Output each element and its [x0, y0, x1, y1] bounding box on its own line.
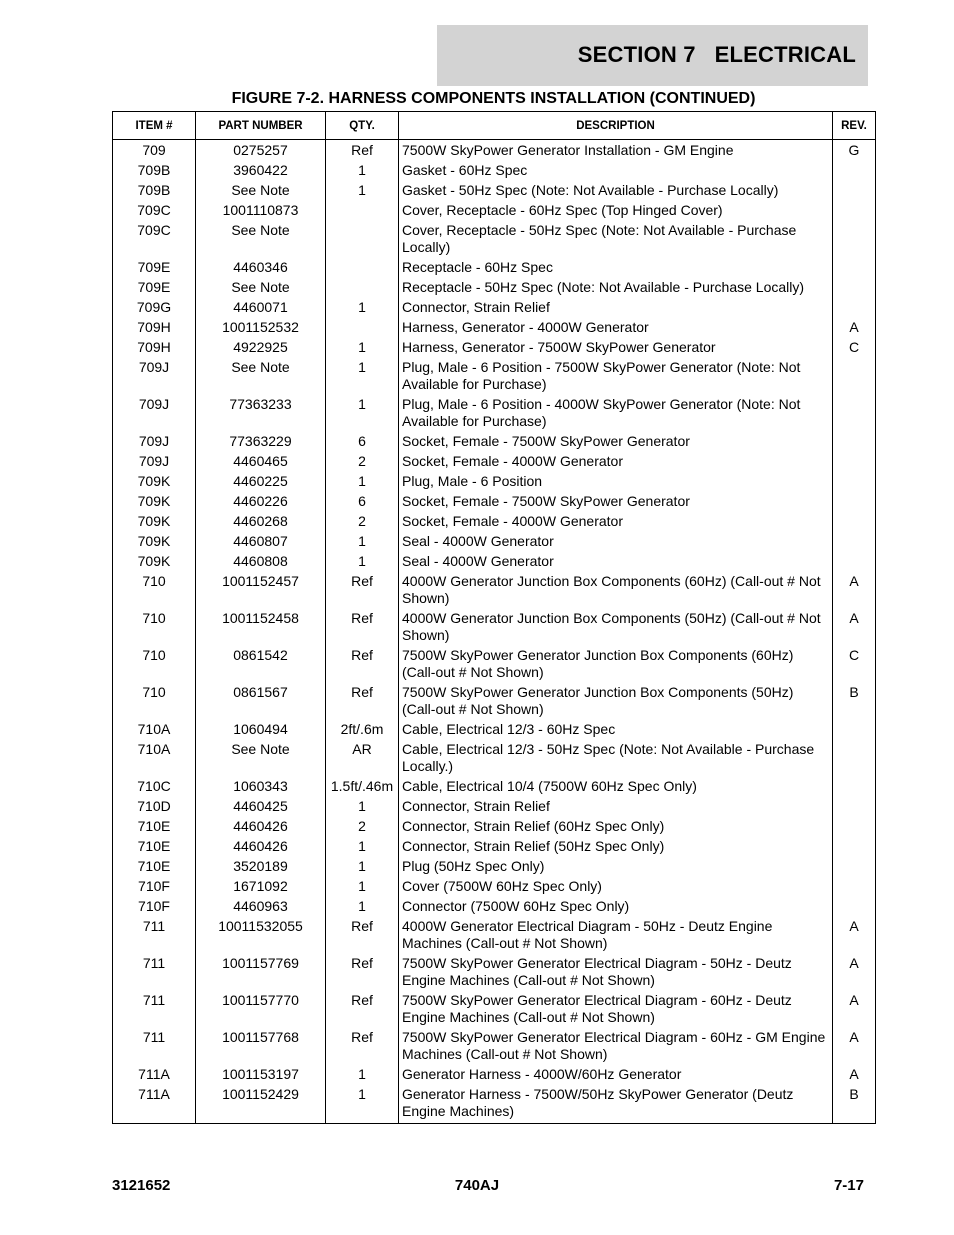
qty-cell: Ref [326, 571, 399, 608]
footer-page-number: 7-17 [833, 1177, 864, 1194]
part-number-cell: See Note [196, 220, 326, 257]
rev-cell [833, 160, 876, 180]
item-cell: 709J [113, 394, 196, 431]
qty-cell: Ref [326, 682, 399, 719]
table-row [113, 796, 876, 816]
qty-cell: 1 [326, 1084, 399, 1124]
table-row [113, 836, 876, 856]
description-cell: Receptacle - 50Hz Spec (Note: Not Available - Purchase Locally) [399, 277, 833, 297]
part-number-cell: 1001157768 [196, 1027, 326, 1064]
table-row [113, 1084, 876, 1124]
item-cell: 710 [113, 608, 196, 645]
table-row [113, 816, 876, 836]
column-header-part-number: PART NUMBER [196, 112, 326, 140]
description-cell: Cover, Receptacle - 60Hz Spec (Top Hinged Cover) [399, 200, 833, 220]
figure-title: FIGURE 7-2. HARNESS COMPONENTS INSTALLATION (CONTINUED) [231, 90, 756, 107]
description-cell: 7500W SkyPower Generator Electrical Diagram - 50Hz - Deutz Engine Machines (Call-out # Not Shown) [399, 953, 833, 990]
qty-cell: 1 [326, 836, 399, 856]
rev-cell [833, 491, 876, 511]
table-row [113, 990, 876, 1027]
qty-cell: 1 [326, 531, 399, 551]
description-cell: Gasket - 50Hz Spec (Note: Not Available - Purchase Locally) [399, 180, 833, 200]
description-cell: Connector, Strain Relief [399, 796, 833, 816]
part-number-cell: See Note [196, 180, 326, 200]
rev-cell [833, 471, 876, 491]
table-row [113, 180, 876, 200]
table-row [113, 682, 876, 719]
part-number-cell: See Note [196, 739, 326, 776]
rev-cell [833, 257, 876, 277]
item-cell: 709H [113, 317, 196, 337]
table-row [113, 297, 876, 317]
part-number-cell: See Note [196, 277, 326, 297]
description-cell: Cable, Electrical 12/3 - 60Hz Spec [399, 719, 833, 739]
qty-cell: 1.5ft/.46m [326, 776, 399, 796]
table-header-row [113, 112, 876, 140]
qty-cell: 6 [326, 491, 399, 511]
part-number-cell: 4460963 [196, 896, 326, 916]
item-cell: 711 [113, 990, 196, 1027]
part-number-cell: 1001110873 [196, 200, 326, 220]
rev-cell: A [833, 1027, 876, 1064]
qty-cell: 1 [326, 896, 399, 916]
description-cell: Connector, Strain Relief (60Hz Spec Only) [399, 816, 833, 836]
part-number-cell: 77363233 [196, 394, 326, 431]
item-cell: 710 [113, 682, 196, 719]
table-row [113, 856, 876, 876]
part-number-cell: 1001153197 [196, 1064, 326, 1084]
qty-cell: 1 [326, 337, 399, 357]
rev-cell [833, 896, 876, 916]
rev-cell [833, 551, 876, 571]
description-cell: 4000W Generator Junction Box Components (60Hz) (Call-out # Not Shown) [399, 571, 833, 608]
item-cell: 710E [113, 836, 196, 856]
part-number-cell: 1001152532 [196, 317, 326, 337]
footer-model: 740AJ [454, 1177, 500, 1194]
rev-cell [833, 511, 876, 531]
qty-cell: Ref [326, 140, 399, 161]
part-number-cell: 1060343 [196, 776, 326, 796]
qty-cell: 1 [326, 551, 399, 571]
description-cell: Connector, Strain Relief [399, 297, 833, 317]
qty-cell [326, 200, 399, 220]
rev-cell: A [833, 1064, 876, 1084]
item-cell: 711 [113, 916, 196, 953]
qty-cell: 1 [326, 180, 399, 200]
item-cell: 711 [113, 953, 196, 990]
table-row [113, 776, 876, 796]
rev-cell [833, 836, 876, 856]
section-header [437, 25, 868, 86]
item-cell: 709B [113, 180, 196, 200]
description-cell: Socket, Female - 7500W SkyPower Generator [399, 491, 833, 511]
item-cell: 709C [113, 220, 196, 257]
description-cell: Cable, Electrical 10/4 (7500W 60Hz Spec Only) [399, 776, 833, 796]
item-cell: 709B [113, 160, 196, 180]
qty-cell: 1 [326, 297, 399, 317]
part-number-cell: 1001152458 [196, 608, 326, 645]
item-cell: 710 [113, 645, 196, 682]
qty-cell: Ref [326, 916, 399, 953]
qty-cell [326, 257, 399, 277]
table-row [113, 200, 876, 220]
description-cell: Receptacle - 60Hz Spec [399, 257, 833, 277]
description-cell: Plug (50Hz Spec Only) [399, 856, 833, 876]
part-number-cell: 1060494 [196, 719, 326, 739]
part-number-cell: 0275257 [196, 140, 326, 161]
description-cell: Connector, Strain Relief (50Hz Spec Only) [399, 836, 833, 856]
table-row [113, 608, 876, 645]
qty-cell: 1 [326, 160, 399, 180]
qty-cell: Ref [326, 645, 399, 682]
description-cell: 7500W SkyPower Generator Electrical Diagram - 60Hz - GM Engine Machines (Call-out # Not Shown) [399, 1027, 833, 1064]
item-cell: 711A [113, 1084, 196, 1124]
item-cell: 709G [113, 297, 196, 317]
description-cell: Socket, Female - 4000W Generator [399, 511, 833, 531]
table-row [113, 511, 876, 531]
qty-cell [326, 220, 399, 257]
part-number-cell: 4460346 [196, 257, 326, 277]
description-cell: Cover, Receptacle - 50Hz Spec (Note: Not Available - Purchase Locally) [399, 220, 833, 257]
rev-cell: G [833, 140, 876, 161]
rev-cell [833, 180, 876, 200]
description-cell: Seal - 4000W Generator [399, 551, 833, 571]
qty-cell: AR [326, 739, 399, 776]
part-number-cell: 3960422 [196, 160, 326, 180]
description-cell: Gasket - 60Hz Spec [399, 160, 833, 180]
item-cell: 709J [113, 357, 196, 394]
item-cell: 710C [113, 776, 196, 796]
description-cell: 7500W SkyPower Generator Installation - GM Engine [399, 140, 833, 161]
qty-cell: Ref [326, 953, 399, 990]
qty-cell: 2ft/.6m [326, 719, 399, 739]
parts-table-body [113, 140, 876, 1124]
rev-cell: A [833, 953, 876, 990]
rev-cell [833, 451, 876, 471]
qty-cell: 1 [326, 1064, 399, 1084]
description-cell: Connector (7500W 60Hz Spec Only) [399, 896, 833, 916]
table-row [113, 394, 876, 431]
item-cell: 709K [113, 531, 196, 551]
rev-cell [833, 816, 876, 836]
description-cell: Generator Harness - 4000W/60Hz Generator [399, 1064, 833, 1084]
rev-cell [833, 431, 876, 451]
rev-cell: A [833, 916, 876, 953]
qty-cell: 6 [326, 431, 399, 451]
part-number-cell: 77363229 [196, 431, 326, 451]
part-number-cell: 1001152457 [196, 571, 326, 608]
rev-cell [833, 394, 876, 431]
part-number-cell: 1001157769 [196, 953, 326, 990]
part-number-cell: 3520189 [196, 856, 326, 876]
rev-cell: A [833, 608, 876, 645]
part-number-cell: 4460426 [196, 836, 326, 856]
table-row [113, 531, 876, 551]
rev-cell: C [833, 645, 876, 682]
item-cell: 709K [113, 551, 196, 571]
item-cell: 709C [113, 200, 196, 220]
rev-cell [833, 531, 876, 551]
item-cell: 711A [113, 1064, 196, 1084]
qty-cell: 1 [326, 876, 399, 896]
description-cell: Cover (7500W 60Hz Spec Only) [399, 876, 833, 896]
part-number-cell: 1001157770 [196, 990, 326, 1027]
item-cell: 709J [113, 431, 196, 451]
description-cell: 7500W SkyPower Generator Junction Box Components (50Hz) (Call-out # Not Shown) [399, 682, 833, 719]
table-row [113, 1064, 876, 1084]
table-row [113, 551, 876, 571]
table-row [113, 1027, 876, 1064]
column-header-description: DESCRIPTION [399, 112, 833, 140]
part-number-cell: 4460426 [196, 816, 326, 836]
rev-cell [833, 739, 876, 776]
table-row [113, 220, 876, 257]
rev-cell [833, 876, 876, 896]
column-header-rev: REV. [833, 112, 876, 140]
rev-cell [833, 277, 876, 297]
part-number-cell: 4460465 [196, 451, 326, 471]
table-row [113, 491, 876, 511]
description-cell: Harness, Generator - 4000W Generator [399, 317, 833, 337]
rev-cell: C [833, 337, 876, 357]
description-cell: Plug, Male - 6 Position - 7500W SkyPower Generator (Note: Not Available for Purchase) [399, 357, 833, 394]
part-number-cell: 4460425 [196, 796, 326, 816]
item-cell: 710E [113, 856, 196, 876]
description-cell: Plug, Male - 6 Position - 4000W SkyPower Generator (Note: Not Available for Purchase) [399, 394, 833, 431]
item-cell: 710D [113, 796, 196, 816]
description-cell: Socket, Female - 7500W SkyPower Generator [399, 431, 833, 451]
qty-cell: 1 [326, 471, 399, 491]
rev-cell [833, 719, 876, 739]
table-row [113, 739, 876, 776]
item-cell: 709J [113, 451, 196, 471]
item-cell: 709 [113, 140, 196, 161]
rev-cell: B [833, 1084, 876, 1124]
rev-cell [833, 220, 876, 257]
qty-cell: 1 [326, 394, 399, 431]
table-row [113, 645, 876, 682]
table-row [113, 953, 876, 990]
part-number-cell: 0861567 [196, 682, 326, 719]
section-title: SECTION 7 ELECTRICAL [577, 42, 856, 67]
item-cell: 709E [113, 257, 196, 277]
qty-cell [326, 317, 399, 337]
qty-cell [326, 277, 399, 297]
rev-cell: B [833, 682, 876, 719]
item-cell: 709E [113, 277, 196, 297]
part-number-cell: 4460807 [196, 531, 326, 551]
footer-doc-number: 3121652 [112, 1177, 171, 1194]
table-row [113, 876, 876, 896]
table-row [113, 140, 876, 161]
qty-cell: 1 [326, 357, 399, 394]
part-number-cell: 4460071 [196, 297, 326, 317]
description-cell: Generator Harness - 7500W/50Hz SkyPower Generator (Deutz Engine Machines) [399, 1084, 833, 1124]
description-cell: 4000W Generator Junction Box Components (50Hz) (Call-out # Not Shown) [399, 608, 833, 645]
item-cell: 709H [113, 337, 196, 357]
item-cell: 710F [113, 896, 196, 916]
qty-cell: Ref [326, 608, 399, 645]
description-cell: 4000W Generator Electrical Diagram - 50Hz - Deutz Engine Machines (Call-out # Not Shown) [399, 916, 833, 953]
rev-cell [833, 200, 876, 220]
item-cell: 710A [113, 719, 196, 739]
item-cell: 709K [113, 511, 196, 531]
description-cell: Seal - 4000W Generator [399, 531, 833, 551]
qty-cell: 2 [326, 451, 399, 471]
rev-cell: A [833, 990, 876, 1027]
parts-table [112, 111, 876, 1124]
part-number-cell: See Note [196, 357, 326, 394]
rev-cell: A [833, 571, 876, 608]
rev-cell [833, 856, 876, 876]
rev-cell [833, 297, 876, 317]
table-row [113, 431, 876, 451]
table-row [113, 896, 876, 916]
qty-cell: Ref [326, 1027, 399, 1064]
table-row [113, 719, 876, 739]
item-cell: 710E [113, 816, 196, 836]
part-number-cell: 4460226 [196, 491, 326, 511]
table-row [113, 451, 876, 471]
table-row [113, 337, 876, 357]
item-cell: 710 [113, 571, 196, 608]
part-number-cell: 4922925 [196, 337, 326, 357]
item-cell: 710A [113, 739, 196, 776]
part-number-cell: 1001152429 [196, 1084, 326, 1124]
table-row [113, 471, 876, 491]
qty-cell: 2 [326, 511, 399, 531]
part-number-cell: 4460268 [196, 511, 326, 531]
qty-cell: 1 [326, 856, 399, 876]
item-cell: 710F [113, 876, 196, 896]
rev-cell [833, 796, 876, 816]
qty-cell: 1 [326, 796, 399, 816]
item-cell: 711 [113, 1027, 196, 1064]
table-row [113, 357, 876, 394]
part-number-cell: 4460808 [196, 551, 326, 571]
item-cell: 709K [113, 491, 196, 511]
part-number-cell: 4460225 [196, 471, 326, 491]
rev-cell: A [833, 317, 876, 337]
description-cell: Harness, Generator - 7500W SkyPower Generator [399, 337, 833, 357]
rev-cell [833, 776, 876, 796]
table-row [113, 317, 876, 337]
description-cell: 7500W SkyPower Generator Junction Box Components (60Hz) (Call-out # Not Shown) [399, 645, 833, 682]
description-cell: Plug, Male - 6 Position [399, 471, 833, 491]
table-row [113, 571, 876, 608]
part-number-cell: 1671092 [196, 876, 326, 896]
rev-cell [833, 357, 876, 394]
qty-cell: Ref [326, 990, 399, 1027]
qty-cell: 2 [326, 816, 399, 836]
part-number-cell: 10011532055 [196, 916, 326, 953]
item-cell: 709K [113, 471, 196, 491]
description-cell: Socket, Female - 4000W Generator [399, 451, 833, 471]
table-row [113, 257, 876, 277]
table-row [113, 160, 876, 180]
table-row [113, 916, 876, 953]
description-cell: 7500W SkyPower Generator Electrical Diagram - 60Hz - Deutz Engine Machines (Call-out # Not Shown) [399, 990, 833, 1027]
table-row [113, 277, 876, 297]
description-cell: Cable, Electrical 12/3 - 50Hz Spec (Note: Not Available - Purchase Locally.) [399, 739, 833, 776]
column-header-qty: QTY. [326, 112, 399, 140]
part-number-cell: 0861542 [196, 645, 326, 682]
column-header-item: ITEM # [113, 112, 196, 140]
